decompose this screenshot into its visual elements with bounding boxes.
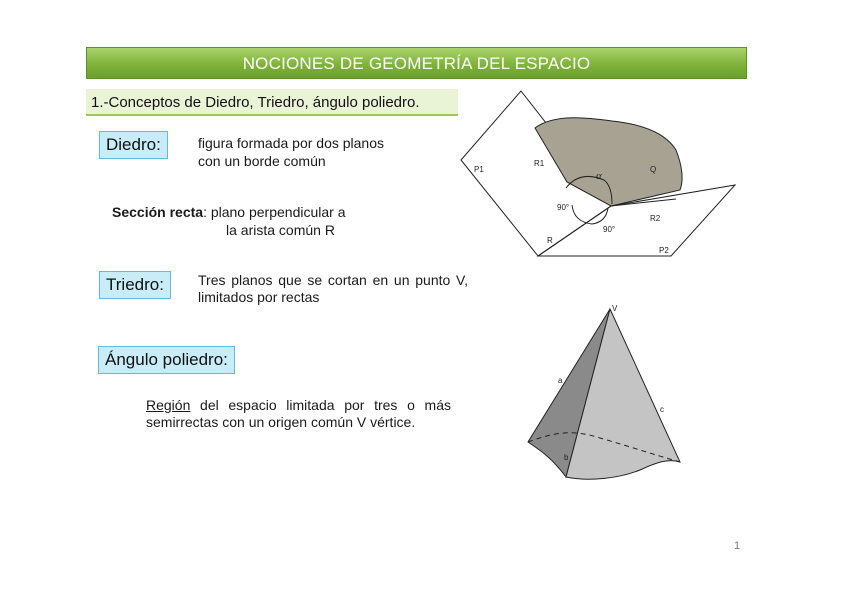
seccion-recta-definition: : plano perpendicular a bbox=[203, 204, 346, 220]
label-p2: P2 bbox=[659, 246, 669, 255]
triedro-definition: Tres planos que se cortan en un punto V, limitados por rectas bbox=[198, 272, 468, 305]
label-r1: R1 bbox=[534, 159, 545, 168]
label-90-left: 90° bbox=[557, 203, 570, 212]
label-p1: P1 bbox=[474, 165, 484, 174]
label-v: V bbox=[612, 304, 618, 313]
polyhedral-angle-diagram bbox=[528, 304, 680, 479]
label-r: R bbox=[547, 236, 553, 245]
angulo-poliedro-label: Ángulo poliedro: bbox=[98, 346, 235, 374]
angulo-poliedro-text: del espacio limitada por tres o más semirrectas con un origen común V vértice. bbox=[146, 397, 451, 430]
label-r2: R2 bbox=[650, 214, 661, 223]
label-alpha: α bbox=[596, 170, 602, 182]
diedro-label: Diedro: bbox=[99, 131, 168, 159]
slide-title-banner: NOCIONES DE GEOMETRÍA DEL ESPACIO bbox=[86, 47, 747, 79]
label-90-bottom: 90° bbox=[603, 225, 616, 234]
diedro-definition-line-2: con un borde común bbox=[198, 153, 326, 169]
label-a: a bbox=[558, 376, 563, 385]
seccion-recta-term: Sección recta bbox=[112, 204, 204, 220]
triedro-label: Triedro: bbox=[99, 271, 171, 299]
label-b: b bbox=[564, 453, 569, 462]
section-heading: 1.-Conceptos de Diedro, Triedro, ángulo poliedro. bbox=[86, 89, 458, 116]
seccion-recta-line-2: la arista común R bbox=[226, 222, 335, 238]
label-q: Q bbox=[650, 165, 657, 174]
label-c: c bbox=[660, 405, 664, 414]
page-number: 1 bbox=[734, 540, 741, 552]
region-term: Región bbox=[146, 397, 191, 413]
diedro-definition-line-1: figura formada por dos planos bbox=[198, 135, 384, 151]
